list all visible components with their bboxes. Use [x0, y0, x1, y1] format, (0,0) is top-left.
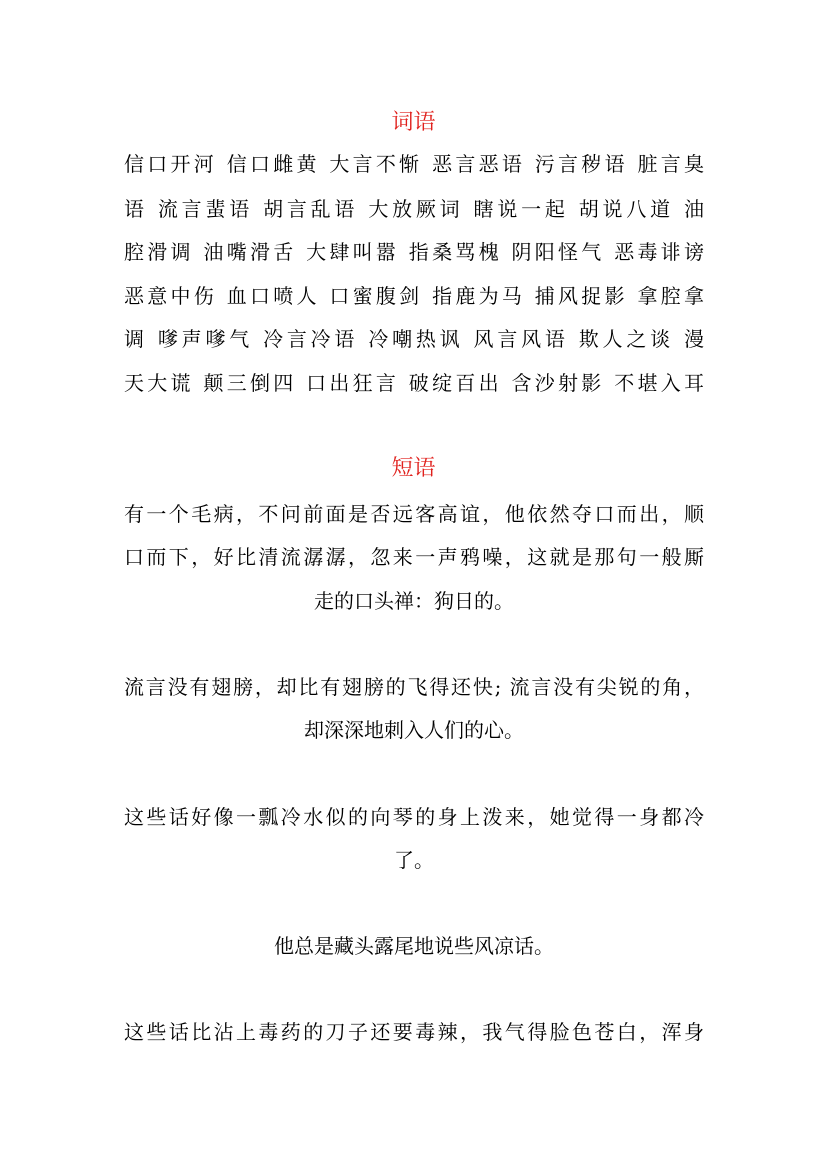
words-section-heading: 词语 [391, 110, 436, 135]
words-line: 信口开河 信口雌黄 大言不惭 恶言恶语 污言秽语 脏言臭 [124, 152, 704, 176]
words-line: 恶意中伤 血口喷人 口蜜腹剑 指鹿为马 捕风捉影 拿腔拿 [124, 284, 704, 308]
phrase-line: 这些话比沾上毒药的刀子还要毒辣，我气得脸色苍白，浑身 [124, 1020, 704, 1044]
phrases-section-heading: 短语 [391, 456, 436, 481]
phrase-line: 了。 [394, 848, 434, 872]
phrase-line: 有一个毛病，不问前面是否远客高谊，他依然夺口而出，顺 [124, 502, 704, 526]
phrase-line: 流言没有翅膀，却比有翅膀的飞得还快; 流言没有尖锐的角， [124, 675, 704, 699]
words-line: 调 嗲声嗲气 冷言冷语 冷嘲热讽 风言风语 欺人之谈 漫 [124, 327, 704, 351]
words-line: 天大谎 颠三倒四 口出狂言 破绽百出 含沙射影 不堪入耳 [124, 371, 704, 395]
words-line: 语 流言蜚语 胡言乱语 大放厥词 瞎说一起 胡说八道 油 [124, 197, 704, 221]
phrase-line: 走的口头禅：狗日的。 [314, 589, 514, 613]
words-line: 腔滑调 油嘴滑舌 大肆叫嚣 指桑骂槐 阴阳怪气 恶毒诽谤 [124, 240, 704, 264]
phrase-line: 这些话好像一瓢冷水似的向琴的身上泼来，她觉得一身都冷 [124, 805, 704, 829]
phrase-line: 却深深地刺入人们的心。 [304, 718, 524, 742]
phrase-line: 他总是藏头露尾地说些风凉话。 [274, 934, 554, 958]
phrase-line: 口而下，好比清流潺潺，忽来一声鸦噪，这就是那句一般厮 [124, 545, 704, 569]
